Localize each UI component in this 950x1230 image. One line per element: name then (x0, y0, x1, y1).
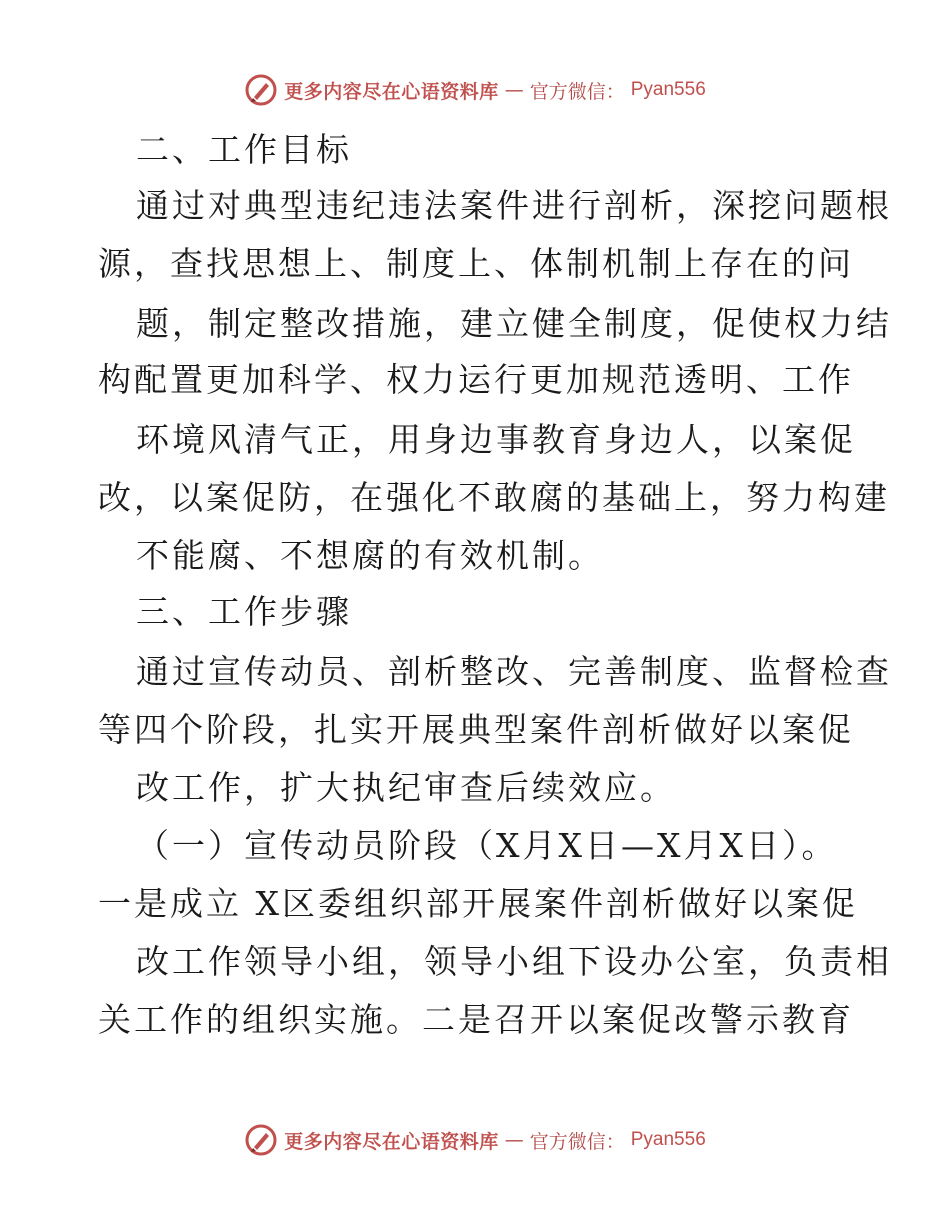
watermark-brand: 更多内容尽在心语资料库 (284, 80, 499, 103)
watermark-wechat-id: Pyan556 (630, 79, 706, 100)
paragraph-line: 不能腐、不想腐的有效机制。 (136, 536, 604, 575)
pen-logo-icon (244, 1123, 278, 1157)
section-heading-steps: 三、工作步骤 (136, 592, 352, 631)
paragraph-line: 改工作领导小组，领导小组下设办公室，负责相 (136, 942, 892, 981)
paragraph-line: 改，以案促防，在强化不敢腐的基础上，努力构建 (98, 478, 890, 517)
watermark-brand: 更多内容尽在心语资料库 (284, 1130, 499, 1153)
watermark-wechat-id: Pyan556 (630, 1129, 706, 1150)
watermark-separator: — (504, 79, 524, 101)
paragraph-line: 题，制定整改措施，建立健全制度，促使权力结 (136, 304, 892, 343)
paragraph-line: 通过宣传动员、剖析整改、完善制度、监督检查 (136, 652, 892, 691)
paragraph-line: 源，查找思想上、制度上、体制机制上存在的问 (98, 244, 854, 283)
section-heading-goals: 二、工作目标 (136, 130, 352, 169)
footer-watermark (0, 1120, 950, 1160)
subsection-heading-phase-one: （一）宣传动员阶段（X月X日—X月X日）。 (136, 826, 838, 865)
paragraph-line: 等四个阶段，扎实开展典型案件剖析做好以案促 (98, 710, 854, 749)
paragraph-line: 通过对典型违纪违法案件进行剖析，深挖问题根 (136, 186, 892, 225)
pen-logo-icon (244, 73, 278, 107)
paragraph-line: 环境风清气正，用身边事教育身边人，以案促 (136, 420, 856, 459)
paragraph-line: 构配置更加科学、权力运行更加规范透明、工作 (98, 360, 854, 399)
paragraph-line: 一是成立 X区委组织部开展案件剖析做好以案促 (98, 884, 858, 923)
paragraph-line: 关工作的组织实施。二是召开以案促改警示教育 (98, 1000, 854, 1039)
watermark-label: 官方微信： (529, 1130, 625, 1153)
watermark-label: 官方微信： (529, 80, 625, 103)
header-watermark (0, 70, 950, 110)
watermark-separator: — (504, 1129, 524, 1151)
paragraph-line: 改工作，扩大执纪审查后续效应。 (136, 768, 676, 807)
